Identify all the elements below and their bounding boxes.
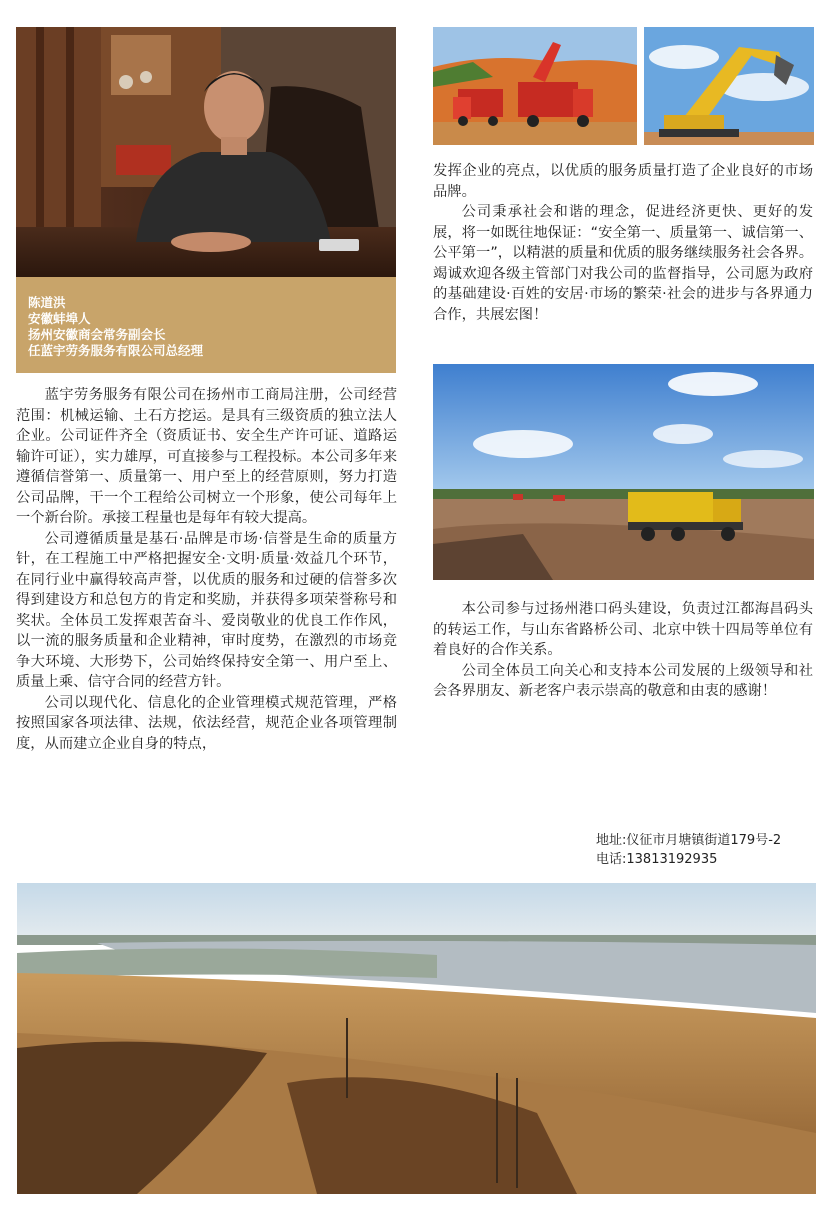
contact-info <box>596 831 821 869</box>
phone-text: 电话:13813192935 <box>596 852 718 867</box>
paragraph: 本公司参与过扬州港口码头建设，负责过江都海昌码头的转运工作，与山东省路桥公司、北京中铁十四局等单位有着良好的合作关系。 <box>433 601 813 658</box>
paragraph: 公司秉承社会和谐的理念，促进经济更快、更好的发展，将一如既往地保证：“安全第一、质量第一、诚信第一、公平第一”，以精湛的质量和优质的服务继续服务社会各界。竭诚欢迎各级主管部门对我公司的监督指导，公司愿为政府的基础建设·百姓的安居·市场的繁荣·社会的进步与各界通力合作，共展宏图！ <box>433 204 813 323</box>
caption-title-1: 扬州安徽商会常务副会长 <box>28 327 166 342</box>
address-text: 地址:仪征市月塘镇街道179号-2 <box>596 833 782 848</box>
paragraph: 公司以现代化、信息化的企业管理模式规范管理，严格按照国家各项法律、法规，依法经营，规范企业各项管理制度，从而建立企业自身的特点， <box>16 694 397 752</box>
left-column-text <box>16 385 397 754</box>
riverside-panorama-photo <box>17 883 816 1194</box>
paragraph: 蓝宇劳务服务有限公司在扬州市工商局注册，公司经营范围：机械运输、土石方挖运。是具有三级资质的独立法人企业。公司证件齐全（资质证书、安全生产许可证、道路运输许可证），实力雄厚，可直接参与工程投标。本公司多年来遵循信誉第一、质量第一、用户至上的经营原则，努力打造公司品牌，干一个工程给公司树立一个形象，使公司每年上一个新台阶。承接工程量也是每年有较大提高。 <box>16 387 397 526</box>
paragraph: 公司全体员工向关心和支持本公司发展的上级领导和社会各界朋友、新老客户表示崇高的敬意和由衷的感谢！ <box>433 662 813 699</box>
trucks-excavator-photo <box>433 27 637 145</box>
dump-truck-site-photo <box>433 364 814 580</box>
paragraph: 公司遵循质量是基石·品牌是市场·信誉是生命的质量方针，在工程施工中严格把握安全·文明·质量·效益几个环节，在同行业中赢得较高声誉，以优质的服务和过硬的信誉多次得到建设方和总包方的肯定和奖励，并获得多项荣誉称号和奖状。全体员工发挥艰苦奋斗、爱岗敬业的优良工作作风，以一流的服务质量和企业精神，审时度势，在激烈的市场竞争大环境、大形势下，公司始终保持安全第一、用户至上、质量上乘、信守合同的经营方针。 <box>16 530 397 690</box>
portrait-photo <box>16 27 396 277</box>
portrait-caption <box>16 277 396 373</box>
right-column-text-top <box>433 161 813 325</box>
yellow-excavator-photo <box>644 27 814 145</box>
right-column-text-bottom <box>433 599 813 702</box>
paragraph: 发挥企业的亮点，以优质的服务质量打造了企业良好的市场品牌。 <box>433 163 813 200</box>
caption-name: 陈道洪 <box>28 295 66 310</box>
caption-title-2: 任蓝宇劳务服务有限公司总经理 <box>28 343 204 358</box>
caption-origin: 安徽蚌埠人 <box>28 311 91 326</box>
